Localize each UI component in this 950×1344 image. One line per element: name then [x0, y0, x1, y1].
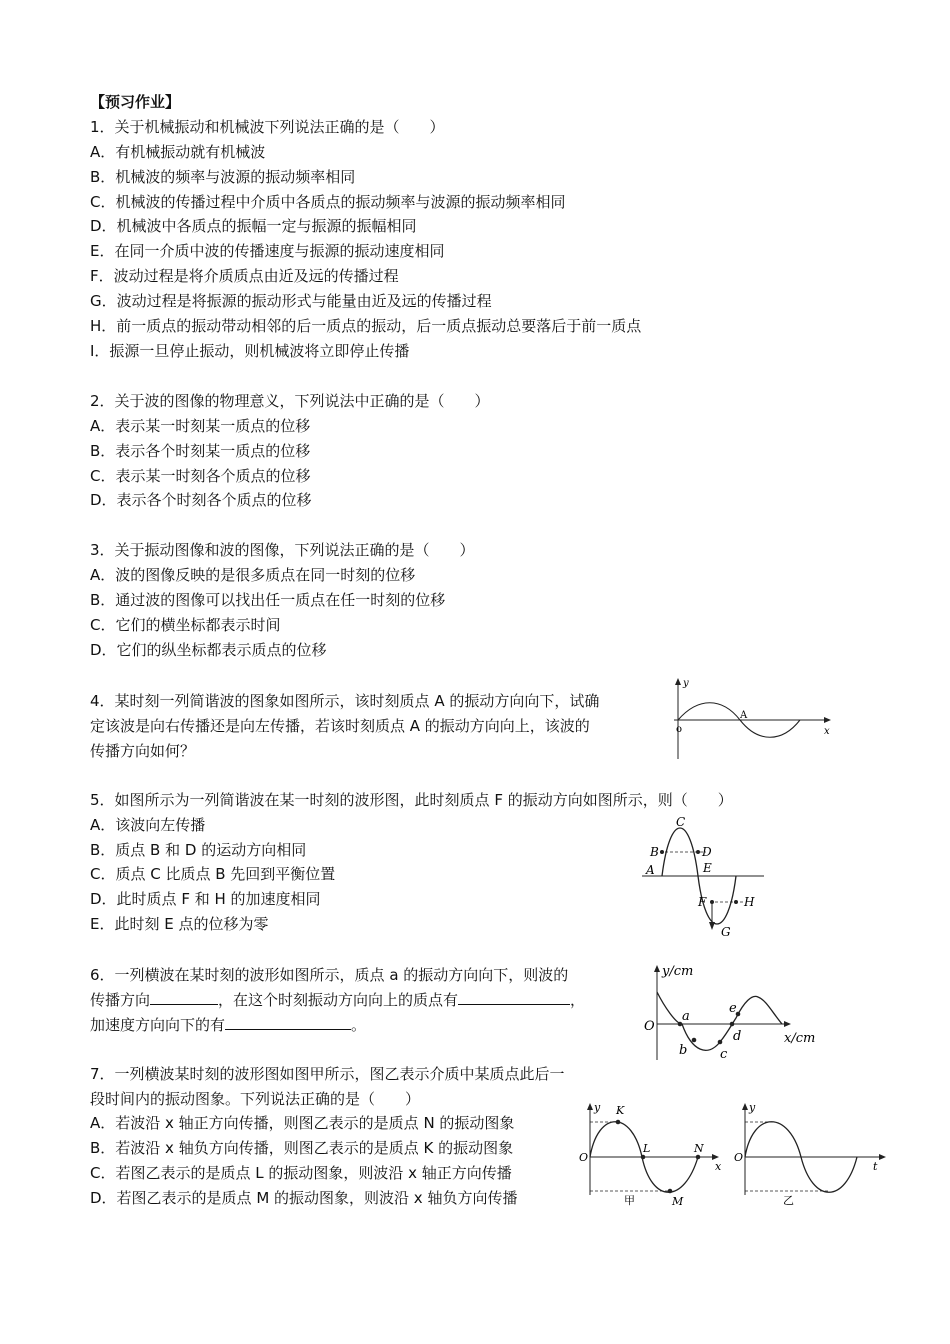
q5-label-c: C	[676, 815, 686, 829]
q3-option-a: A．波的图像反映的是很多质点在同一时刻的位移	[90, 566, 416, 584]
q2-option-c: C．表示某一时刻各个质点的位移	[90, 467, 311, 485]
q7a-y-label: y	[594, 1101, 601, 1114]
q5-point-h-dot	[734, 900, 738, 904]
q3-stem: 3．关于振动图像和波的图像，下列说法正确的是（ ）	[90, 541, 475, 559]
q5-point-b-dot	[660, 850, 664, 854]
q7b-origin-label: O	[734, 1151, 744, 1164]
q2-option-b: B．表示各个时刻某一质点的位移	[90, 442, 311, 460]
q6-y-arrow	[654, 965, 660, 972]
q5-label-a: A	[646, 863, 655, 877]
q7-line-1: 7．一列横波某时刻的波形图如图甲所示，图乙表示介质中某质点此后一	[90, 1065, 565, 1083]
q1-option-e: E．在同一介质中波的传播速度与振源的振动速度相同	[90, 242, 445, 260]
q7b-x-label: t	[873, 1160, 878, 1173]
q5-label-g: G	[721, 925, 731, 939]
q6-point-c-dot	[718, 1040, 723, 1045]
q7b-y-label: y	[749, 1101, 756, 1114]
q7a-point-m-dot	[668, 1189, 673, 1194]
q7a-point-l-dot	[641, 1155, 646, 1160]
q2-stem: 2．关于波的图像的物理意义，下列说法中正确的是（ ）	[90, 392, 490, 410]
q6-label-c: c	[720, 1047, 728, 1062]
q4-y-label: y	[683, 678, 689, 689]
q7a-caption: 甲	[624, 1194, 635, 1207]
q5-label-e: E	[703, 861, 712, 875]
q5-label-h: H	[744, 895, 755, 909]
section-heading: 【预习作业】	[90, 93, 181, 111]
q7a-point-k-dot	[616, 1120, 621, 1125]
q5-option-b: B．质点 B 和 D 的运动方向相同	[90, 841, 307, 859]
q6-wave-figure	[640, 962, 830, 1067]
q6-label-a: a	[682, 1009, 690, 1024]
q6-x-arrow	[784, 1021, 791, 1027]
q6-line-1: 6．一列横波在某时刻的波形如图所示，质点 a 的振动方向向下，则波的	[90, 966, 569, 984]
q7a-label-m: M	[672, 1195, 684, 1208]
q4-line-3: 传播方向如何？	[90, 742, 196, 760]
q1-option-a: A．有机械振动就有机械波	[90, 143, 266, 161]
q1-option-g: G．波动过程是将振源的振动形式与能量由近及远的传播过程	[90, 292, 492, 310]
q7-figure-jia	[580, 1100, 730, 1210]
q7a-label-k: K	[616, 1104, 625, 1117]
q5-stem: 5．如图所示为一列简谐波在某一时刻的波形图，此时刻质点 F 的振动方向如图所示，则（ ）	[90, 791, 733, 809]
q7a-point-n-dot	[696, 1155, 701, 1160]
q7b-x-arrow	[879, 1154, 886, 1160]
q5-label-f: F	[698, 895, 707, 909]
q4-y-arrow	[675, 678, 681, 685]
q6-line-3-part-b: 。	[351, 1016, 367, 1034]
q4-wave-figure	[670, 675, 840, 765]
q6-line-2-part-a: 传播方向	[90, 991, 151, 1009]
q6-label-b: b	[679, 1043, 688, 1058]
q6-upward-points-blank[interactable]	[458, 990, 570, 1005]
q1-option-h: H．前一质点的振动带动相邻的后一质点的振动，后一质点振动总要落后于前一质点	[90, 317, 642, 335]
q3-option-c: C．它们的横坐标都表示时间	[90, 616, 281, 634]
q5-point-d-dot	[696, 850, 700, 854]
q6-acceleration-blank[interactable]	[225, 1015, 351, 1030]
q5-option-d: D．此时质点 F 和 H 的加速度相同	[90, 890, 321, 908]
q7a-y-arrow	[587, 1103, 593, 1110]
q3-option-d: D．它们的纵坐标都表示质点的位移	[90, 641, 327, 659]
q2-option-d: D．表示各个时刻各个质点的位移	[90, 491, 312, 509]
q6-line-2-part-b: ，在这个时刻振动方向向上的质点有	[218, 991, 459, 1009]
q6-point-b-dot	[692, 1038, 697, 1043]
q6-direction-blank[interactable]	[150, 990, 218, 1005]
q6-line-3-part-a: 加速度方向向下的有	[90, 1016, 226, 1034]
q4-origin-label: o	[676, 724, 683, 735]
q4-line-2: 定该波是向右传播还是向左传播，若该时刻质点 A 的振动方向向上，该波的	[90, 717, 590, 735]
q1-option-c: C．机械波的传播过程中介质中各质点的振动频率与波源的振动频率相同	[90, 193, 566, 211]
q5-f-arrow-head	[709, 922, 715, 930]
q7-option-a: A．若波沿 x 轴正方向传播，则图乙表示的是质点 N 的振动图象	[90, 1114, 515, 1132]
q6-y-label: y/cm	[662, 964, 694, 979]
q7-line-2: 段时间内的振动图象。下列说法正确的是（ ）	[90, 1090, 421, 1108]
q6-line-2-part-c: ，	[570, 991, 586, 1009]
q5-label-b: B	[650, 845, 659, 859]
q7-option-d: D．若图乙表示的是质点 M 的振动图象，则波沿 x 轴负方向传播	[90, 1189, 518, 1207]
q4-x-arrow	[824, 717, 831, 723]
q6-origin-label: O	[644, 1019, 655, 1034]
q1-option-i: I．振源一旦停止振动，则机械波将立即停止传播	[90, 342, 410, 360]
q6-point-d-dot	[730, 1022, 735, 1027]
q5-option-e: E．此时刻 E 点的位移为零	[90, 915, 269, 933]
q1-option-f: F．波动过程是将介质质点由近及远的传播过程	[90, 267, 399, 285]
q6-x-label: x/cm	[784, 1031, 816, 1046]
q7b-y-arrow	[742, 1103, 748, 1110]
q6-label-e: e	[729, 1001, 737, 1016]
q6-label-d: d	[733, 1029, 742, 1044]
q7a-origin-label: O	[579, 1151, 589, 1164]
q7b-caption: 乙	[783, 1194, 794, 1207]
q7-option-b: B．若波沿 x 轴负方向传播，则图乙表示的是质点 K 的振动图象	[90, 1139, 514, 1157]
q2-option-a: A．表示某一时刻某一质点的位移	[90, 417, 311, 435]
q1-option-b: B．机械波的频率与波源的振动频率相同	[90, 168, 356, 186]
q4-x-label: x	[824, 726, 830, 737]
q7a-label-l: L	[643, 1142, 651, 1155]
q4-point-a-label: A	[740, 710, 748, 721]
q5-label-d: D	[702, 845, 712, 859]
q6-line-2	[90, 990, 585, 1010]
q7-option-c: C．若图乙表示的是质点 L 的振动图象，则波沿 x 轴正方向传播	[90, 1164, 512, 1182]
q6-line-3	[90, 1015, 366, 1035]
q5-option-a: A．该波向左传播	[90, 816, 206, 834]
q4-line-1: 4．某时刻一列简谐波的图象如图所示，该时刻质点 A 的振动方向向下，试确	[90, 692, 600, 710]
q1-stem: 1．关于机械振动和机械波下列说法正确的是（ ）	[90, 118, 445, 136]
q3-option-b: B．通过波的图像可以找出任一质点在任一时刻的位移	[90, 591, 446, 609]
q5-wave-figure	[640, 812, 770, 942]
q7a-label-n: N	[694, 1142, 704, 1155]
q7-figure-yi	[733, 1100, 893, 1210]
q1-option-d: D．机械波中各质点的振幅一定与振源的振幅相同	[90, 217, 417, 235]
q5-option-c: C．质点 C 比质点 B 先回到平衡位置	[90, 865, 336, 883]
q7a-x-label: x	[715, 1160, 722, 1173]
